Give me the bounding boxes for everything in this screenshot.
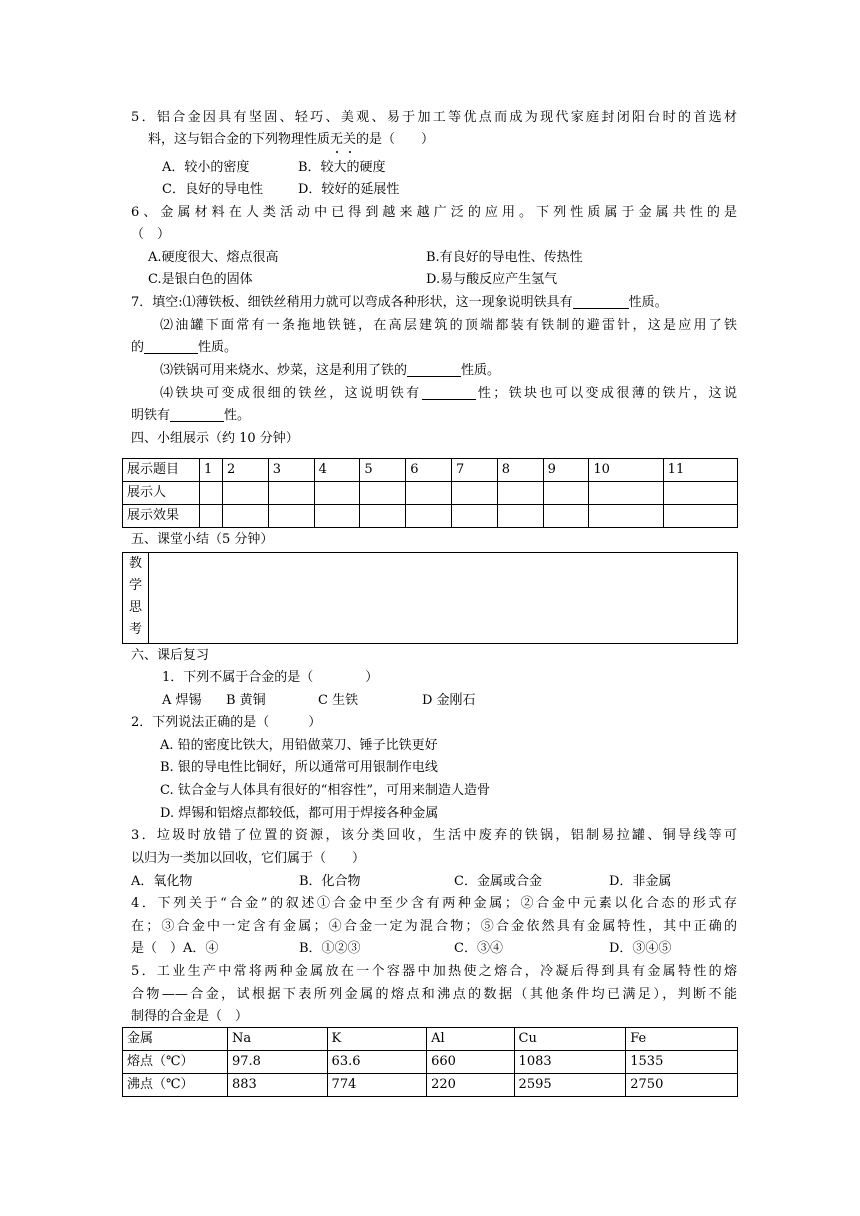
q7-line1 bbox=[131, 293, 668, 313]
fill-blank bbox=[422, 385, 476, 400]
table-cell: 63.6 bbox=[327, 1051, 427, 1074]
table-cell bbox=[589, 482, 663, 505]
table-cell bbox=[268, 505, 314, 528]
table-row bbox=[123, 482, 738, 505]
table-cell bbox=[543, 505, 589, 528]
q5-stem-text: 料，这与铝合金的下列物理性质 bbox=[148, 132, 331, 147]
table-cell: 774 bbox=[327, 1074, 427, 1097]
table-cell: 883 bbox=[228, 1074, 328, 1097]
table-cell bbox=[543, 482, 589, 505]
table-cell: 展示人 bbox=[123, 482, 200, 505]
review-q4-option-b: B．①②③ bbox=[299, 941, 361, 956]
reflection-char: 教 bbox=[128, 556, 142, 571]
table-cell bbox=[314, 482, 360, 505]
table-cell: 3 bbox=[268, 459, 314, 482]
table-cell: 金属 bbox=[123, 1028, 228, 1051]
table-cell bbox=[200, 505, 223, 528]
fill-blank bbox=[170, 407, 224, 422]
table-row bbox=[123, 1074, 738, 1097]
table-cell: Cu bbox=[514, 1028, 626, 1051]
table-cell: 11 bbox=[663, 459, 737, 482]
q7-part4-text: ⑷铁块可变成很细的铁丝，这说明铁有 bbox=[160, 386, 422, 401]
table-cell: 2750 bbox=[626, 1074, 738, 1097]
q7-part5-text: 明铁有 bbox=[131, 408, 171, 423]
q7-line4 bbox=[160, 361, 500, 381]
table-row bbox=[123, 1051, 738, 1074]
q6-option-c: C.是银白色的固体 bbox=[148, 272, 253, 287]
review-q2-stem: 2．下列说法正确的是（ ） bbox=[131, 715, 322, 730]
q7-part3-end: 性质。 bbox=[461, 363, 501, 378]
table-cell: 1535 bbox=[626, 1051, 738, 1074]
show-table bbox=[122, 458, 738, 528]
section4-title: 四、小组展示（约 10 分钟） bbox=[131, 431, 299, 446]
table-cell: 4 bbox=[314, 459, 360, 482]
q5-stem-line1: 5．铝合金因具有坚固、轻巧、美观、易于加工等优点而成为现代家庭封闭阳台时的首选材 bbox=[131, 110, 737, 125]
review-q1-option-c: C 生铁 bbox=[318, 693, 359, 708]
q6-option-a: A.硬度很大、熔点很高 bbox=[148, 250, 279, 265]
table-cell: 2 bbox=[223, 459, 269, 482]
review-q3-line2: 以归为一类加以回收，它们属于（ ） bbox=[131, 851, 366, 866]
q6-option-d: D.易与酸反应产生氢气 bbox=[426, 272, 558, 287]
review-q5-line1: 5．工业生产中常将两种金属放在一个容器中加热使之熔合，冷凝后得到具有金属特性的熔 bbox=[131, 964, 737, 979]
table-cell: 660 bbox=[427, 1051, 514, 1074]
q7-part5-end: 性。 bbox=[224, 408, 251, 423]
table-cell: Al bbox=[427, 1028, 514, 1051]
table-cell: 7 bbox=[451, 459, 497, 482]
metal-table bbox=[122, 1027, 738, 1097]
review-q1-stem: 1．下列不属于合金的是（ ） bbox=[162, 670, 379, 685]
q7-part2-end: 性质。 bbox=[198, 340, 238, 355]
table-cell: 2595 bbox=[514, 1074, 626, 1097]
table-row bbox=[123, 505, 738, 528]
emphasis-char: 关 bbox=[343, 130, 356, 150]
review-q3-option-b: B．化合物 bbox=[299, 874, 361, 889]
review-q4-option-d: D．③④⑤ bbox=[609, 941, 672, 956]
q7-part1-end: 性质。 bbox=[628, 295, 668, 310]
table-cell: 展示效果 bbox=[123, 505, 200, 528]
review-q2-option-d: D. 焊锡和铝熔点都较低，都可用于焊接各种金属 bbox=[160, 806, 439, 821]
table-cell: 10 bbox=[589, 459, 663, 482]
reflection-box bbox=[122, 552, 738, 644]
table-row bbox=[123, 459, 738, 482]
review-q3-option-c: C．金属或合金 bbox=[454, 874, 542, 889]
review-q3-option-a: A．氧化物 bbox=[131, 874, 193, 889]
table-cell bbox=[406, 505, 452, 528]
reflection-char: 考 bbox=[128, 622, 142, 637]
fill-blank bbox=[144, 339, 198, 354]
table-cell bbox=[314, 505, 360, 528]
q7-line6 bbox=[131, 406, 250, 426]
table-cell bbox=[360, 505, 406, 528]
fill-blank bbox=[573, 294, 629, 309]
table-cell bbox=[268, 482, 314, 505]
table-cell bbox=[451, 505, 497, 528]
table-cell bbox=[223, 482, 269, 505]
table-cell: 1 bbox=[200, 459, 223, 482]
q5-option-b: B．较大的硬度 bbox=[298, 160, 386, 175]
q7-part3-text: ⑶铁锅可用来烧水、炒菜，这是利用了铁的 bbox=[160, 363, 408, 378]
emphasis-char: 无 bbox=[330, 130, 343, 150]
section6-title: 六、课后复习 bbox=[131, 648, 210, 663]
table-cell: K bbox=[327, 1028, 427, 1051]
table-cell bbox=[497, 505, 543, 528]
review-q4-option-c: C．③④ bbox=[454, 941, 503, 956]
review-q4-line1: 4．下列关于“合金”的叙述①合金中至少含有两种金属；②合金中元素以化合态的形式存 bbox=[131, 896, 737, 911]
review-q3-line1: 3．垃圾时放错了位置的资源，该分类回收，生活中废弃的铁锅，铝制易拉罐、铜导线等可 bbox=[131, 828, 737, 843]
q7-line2: ⑵油罐下面常有一条拖地铁链，在高层建筑的顶端都装有铁制的避雷针，这是应用了铁 bbox=[160, 318, 737, 333]
review-q2-option-a: A. 铅的密度比铁大，用铅做菜刀、锤子比铁更好 bbox=[160, 738, 438, 753]
fill-blank bbox=[407, 362, 461, 377]
review-q4-line3: 是（ ）A．④ bbox=[131, 941, 219, 956]
q6-option-b: B.有良好的导电性、传热性 bbox=[426, 250, 583, 265]
q5-stem-tail: 的是（ ） bbox=[356, 132, 435, 147]
table-cell: 220 bbox=[427, 1074, 514, 1097]
review-q5-line3: 制得的合金是（ ） bbox=[131, 1009, 249, 1024]
table-cell: 1083 bbox=[514, 1051, 626, 1074]
review-q3-option-d: D．非金属 bbox=[609, 874, 672, 889]
table-cell: 6 bbox=[406, 459, 452, 482]
q7-line5 bbox=[160, 384, 737, 404]
table-cell bbox=[223, 505, 269, 528]
review-q1-option-b: B 黄铜 bbox=[226, 693, 266, 708]
q6-stem-line2: （ ） bbox=[131, 227, 171, 242]
table-cell: 熔点（℃） bbox=[123, 1051, 228, 1074]
reflection-char: 思 bbox=[128, 600, 142, 615]
table-cell: 9 bbox=[543, 459, 589, 482]
table-cell bbox=[589, 505, 663, 528]
table-cell: 97.8 bbox=[228, 1051, 328, 1074]
table-cell: 5 bbox=[360, 459, 406, 482]
q7-part4-mid: 性；铁块也可以变成很薄的铁片，这说 bbox=[475, 386, 737, 401]
table-cell bbox=[663, 505, 737, 528]
table-cell bbox=[200, 482, 223, 505]
table-row bbox=[123, 1028, 738, 1051]
review-q4-line2: 在；③合金中一定含有金属；④合金一定为混合物；⑤合金依然具有金属特性，其中正确的 bbox=[131, 919, 737, 934]
table-cell: Na bbox=[228, 1028, 328, 1051]
q5-option-d: D．较好的延展性 bbox=[298, 182, 400, 197]
q7-line3 bbox=[131, 338, 237, 358]
review-q2-option-c: C. 钛合金与人体具有很好的“相容性”，可用来制造人造骨 bbox=[160, 783, 491, 798]
q5-stem-line2 bbox=[148, 130, 434, 150]
q7-part1-text: 7．填空:⑴薄铁板、细铁丝稍用力就可以弯成各种形状，这一现象说明铁具有 bbox=[131, 295, 573, 310]
review-q5-line2: 合物——合金，试根据下表所列金属的熔点和沸点的数据（其他条件均已满足），判断不能 bbox=[131, 987, 737, 1002]
q5-option-a: A．较小的密度 bbox=[162, 160, 250, 175]
review-q1-option-d: D 金刚石 bbox=[422, 693, 476, 708]
q7-part2-text: 的 bbox=[131, 340, 145, 355]
reflection-label bbox=[123, 553, 149, 643]
table-cell: Fe bbox=[626, 1028, 738, 1051]
review-q1-option-a: A 焊锡 bbox=[162, 693, 202, 708]
q6-stem-line1: 6、金属材料在人类活动中已得到越来越广泛的应用。下列性质属于金属共性的是 bbox=[131, 205, 737, 220]
table-cell: 沸点（℃） bbox=[123, 1074, 228, 1097]
table-cell: 展示题目 bbox=[123, 459, 200, 482]
table-cell bbox=[406, 482, 452, 505]
table-cell bbox=[451, 482, 497, 505]
review-q2-option-b: B. 银的导电性比铜好，所以通常可用银制作电线 bbox=[160, 760, 438, 775]
section5-title: 五、课堂小结（5 分钟） bbox=[131, 532, 274, 547]
table-cell bbox=[360, 482, 406, 505]
table-cell: 8 bbox=[497, 459, 543, 482]
table-cell bbox=[663, 482, 737, 505]
table-cell bbox=[497, 482, 543, 505]
reflection-char: 学 bbox=[128, 578, 142, 593]
q5-option-c: C．良好的导电性 bbox=[162, 182, 263, 197]
